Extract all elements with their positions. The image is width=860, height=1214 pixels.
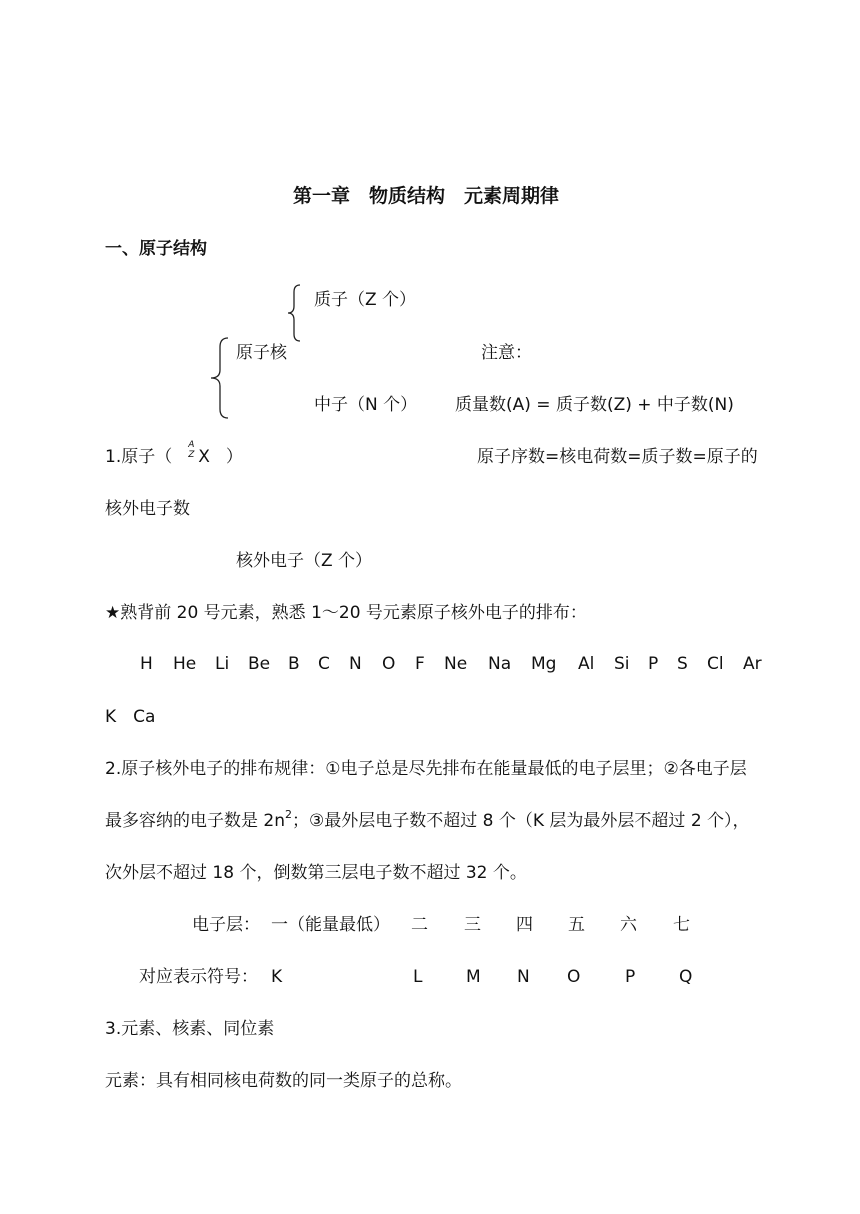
brace-nucleus [286, 284, 302, 342]
mass-number-formula: 质量数(A) = 质子数(Z) + 中子数(N) [455, 395, 734, 415]
element-symbol: Ne [444, 654, 468, 674]
element-symbol: He [173, 654, 197, 674]
atom-label: 1.原子（ [105, 447, 173, 467]
nuclide-subscript: Z [188, 450, 195, 460]
shell-cell: 六 [620, 915, 637, 935]
shell-cell: 五 [568, 915, 585, 935]
element-symbol: Be [248, 654, 271, 674]
element-symbol: Al [578, 654, 595, 674]
element-symbol: H [140, 654, 153, 674]
nuclide-superscript: A [188, 440, 195, 450]
element-symbol: N [349, 654, 362, 674]
element-symbol: Li [215, 654, 230, 674]
shell-row-label: 电子层： [192, 915, 260, 935]
element-symbol: S [677, 654, 688, 674]
element-definition: 元素：具有相同核电荷数的同一类原子的总称。 [105, 1071, 462, 1091]
symbol-cell: Q [679, 967, 693, 987]
symbol-cell: P [625, 967, 636, 987]
element-symbol: C [318, 654, 330, 674]
brace-atom [208, 337, 230, 419]
element-symbol: O [382, 654, 396, 674]
neutron-label: 中子（N 个） [314, 395, 418, 415]
shell-cell: 三 [464, 915, 481, 935]
memorize-note: ★熟背前 20 号元素，熟悉 1～20 号元素原子核外电子的排布： [105, 603, 587, 623]
atom-line [105, 440, 243, 467]
shell-cell: 一（能量最低） [271, 915, 390, 935]
element-symbol: Na [488, 654, 512, 674]
atom-close: ） [225, 447, 243, 467]
shell-cell: 四 [516, 915, 533, 935]
section-heading-atomic-structure: 一、原子结构 [105, 239, 207, 259]
element-symbol: Cl [707, 654, 724, 674]
element-symbol: F [415, 654, 425, 674]
proton-label: 质子（Z 个） [314, 290, 417, 310]
rule-line-1: 2.原子核外电子的排布规律：①电子总是尽先排布在能量最低的电子层里；②各电子层 [105, 759, 747, 779]
nuclide-symbol: A Z X [188, 440, 210, 467]
symbol-row-label: 对应表示符号： [139, 967, 258, 987]
electron-label: 核外电子（Z 个） [236, 551, 373, 571]
element-symbol: B [288, 654, 300, 674]
symbol-cell: L [413, 967, 423, 987]
element-symbol: P [648, 654, 659, 674]
page-title: 第一章 物质结构 元素周期律 [293, 185, 560, 207]
symbol-cell: K [271, 967, 283, 987]
exponent: 2 [285, 808, 292, 821]
shell-cell: 七 [673, 915, 690, 935]
atomic-number-formula: 原子序数=核电荷数=质子数=原子的 [477, 447, 758, 467]
shell-cell: 二 [411, 915, 428, 935]
rule-line-2: 最多容纳的电子数是 $2n^2$；③最外层电子数不超过 8 个（K 层为最外层不超过 2 个）， [105, 808, 750, 831]
element-symbols-line2: K Ca [105, 707, 156, 727]
element-symbol: Si [614, 654, 630, 674]
note-label: 注意： [481, 343, 532, 363]
rule-line-3: 次外层不超过 18 个，倒数第三层电子数不超过 32 个。 [105, 863, 527, 883]
atomic-number-formula-cont: 核外电子数 [105, 499, 190, 519]
symbol-cell: O [567, 967, 581, 987]
symbol-cell: N [517, 967, 530, 987]
element-symbol: Ar [743, 654, 762, 674]
nucleus-label: 原子核 [236, 343, 287, 363]
symbol-cell: M [466, 967, 481, 987]
section-heading-element-nuclide-isotope: 3.元素、核素、同位素 [105, 1019, 275, 1039]
element-symbol: Mg [531, 654, 557, 674]
